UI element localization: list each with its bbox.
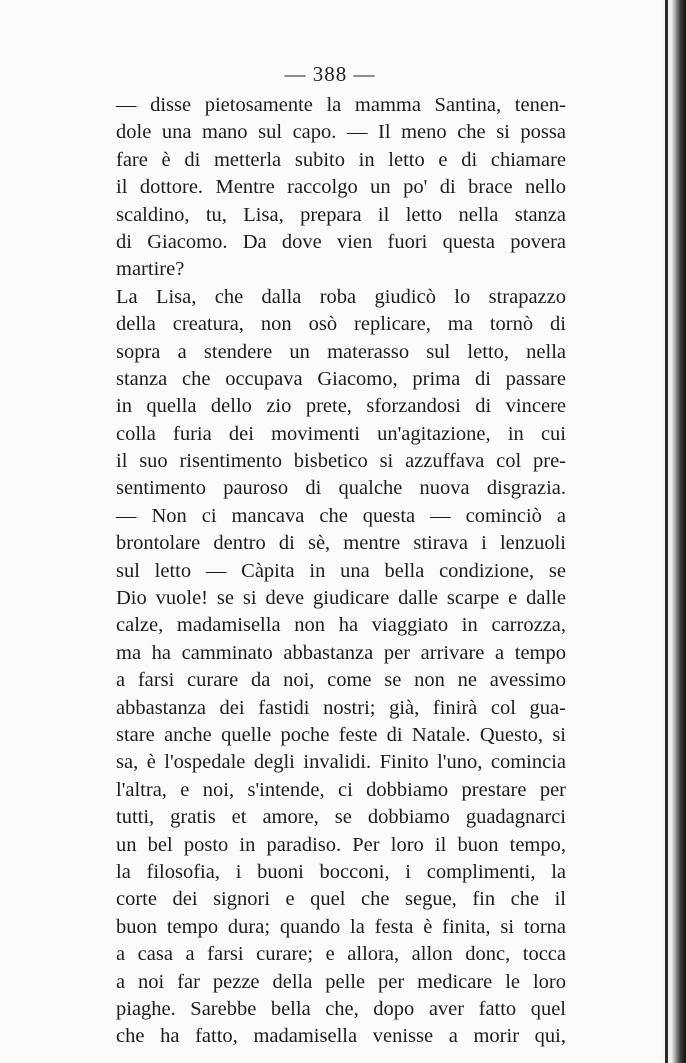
text-line: della creatura, non osò replicare, ma tornò di (116, 313, 566, 336)
text-line: il dottore. Mentre raccolgo un po' di brace nello (116, 176, 566, 199)
text-line: colla furia dei movimenti un'agitazione, in cui (116, 422, 566, 445)
text-line: corte dei signori e quel che segue, fin che il (116, 888, 566, 911)
text-line: — Non ci mancava che questa — cominciò a (116, 504, 566, 527)
page-edge-line (665, 0, 668, 1063)
page-number: — 388 — (284, 62, 376, 86)
text-line: scaldino, tu, Lisa, prepara il letto nella stanza (116, 203, 566, 226)
text-line: ma ha camminato abbastanza per arrivare a tempo (116, 641, 566, 664)
text-line: piaghe. Sarebbe bella che, dopo aver fatto quel (116, 997, 566, 1020)
text-line: fare è di metterla subito in letto e di chiamare (116, 148, 566, 171)
text-line: sa, è l'ospedale degli invalidi. Finito l'uno, comincia (116, 751, 566, 774)
text-line: in quella dello zio prete, sforzandosi di vincere (116, 395, 566, 418)
text-line: stare anche quelle poche feste di Natale. Questo, si (116, 723, 566, 746)
text-line: stanza che occupava Giacomo, prima di passare (116, 367, 566, 390)
text-line: buon tempo dura; quando la festa è finita, si torna (116, 915, 566, 938)
body-text (116, 92, 566, 1051)
text-line: di Giacomo. Da dove vien fuori questa povera (116, 230, 566, 253)
text-line: sentimento pauroso di qualche nuova disgrazia. (116, 477, 566, 500)
text-line: brontolare dentro di sè, mentre stirava i lenzuoli (116, 532, 566, 555)
text-line: che ha fatto, madamisella venisse a morir qui, (116, 1025, 566, 1048)
text-line: la filosofia, i buoni bocconi, i complimenti, la (116, 860, 566, 883)
text-line: un bel posto in paradiso. Per loro il buon tempo, (116, 833, 566, 856)
text-line: abbastanza dei fastidi nostri; già, finirà col gua- (116, 696, 566, 719)
text-line: sul letto — Càpita in una bella condizione, se (116, 559, 566, 582)
text-line: a casa a farsi curare; e allora, allon donc, tocca (116, 943, 566, 966)
page-edge-shadow (660, 0, 686, 1063)
text-line: Dio vuole! se si deve giudicare dalle scarpe e dalle (116, 587, 566, 610)
text-line: l'altra, e noi, s'intende, ci dobbiamo prestare per (116, 778, 566, 801)
text-line: martire? (116, 258, 185, 281)
text-line: — disse pietosamente la mamma Santina, tenen- (116, 94, 566, 116)
text-line: calze, madamisella non ha viaggiato in carrozza, (116, 614, 566, 637)
text-line: a farsi curare da noi, come se non ne avessimo (116, 669, 566, 692)
text-line: sopra a stendere un materasso sul letto, nella (116, 340, 566, 363)
text-line: La Lisa, che dalla roba giudicò lo strapazzo (116, 285, 566, 308)
text-line: a noi far pezze della pelle per medicare le loro (116, 970, 566, 993)
text-line: dole una mano sul capo. — Il meno che si possa (116, 121, 566, 144)
text-line: tutti, gratis et amore, se dobbiamo guadagnarci (116, 806, 566, 829)
text-line: il suo risentimento bisbetico si azzuffava col pre- (116, 450, 566, 473)
